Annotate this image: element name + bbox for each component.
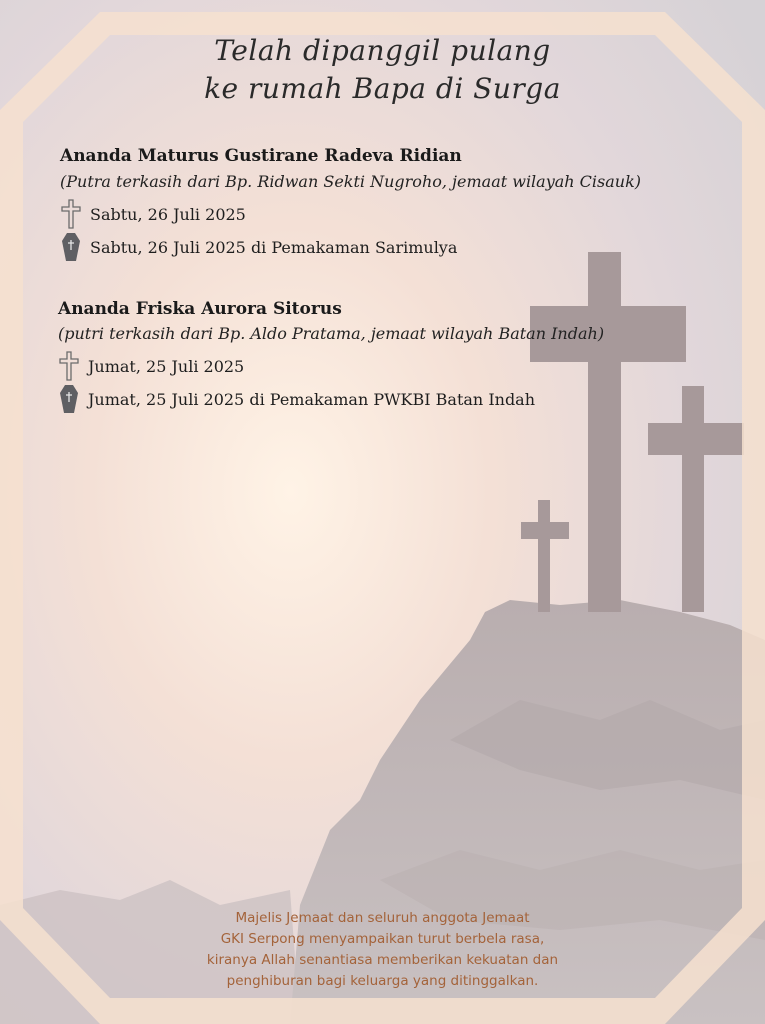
footer-line-1: Majelis Jemaat dan seluruh anggota Jemaat [235, 910, 530, 926]
entry-2-burial-row [58, 384, 535, 414]
footer-line-3: kiranya Allah senantiasa memberikan kekuatan dan [206, 952, 559, 968]
entry-2-burial: Jumat, 25 Juli 2025 di Pemakaman PWKBI Batan Indah [88, 389, 536, 409]
condolence-message [0, 908, 765, 992]
entry-2-relation: (putri terkasih dari Bp. Aldo Pratama, jemaat wilayah Batan Indah) [58, 324, 605, 343]
entry-2-name: Ananda Friska Aurora Sitorus [58, 299, 342, 319]
entry-2-death-row [58, 351, 244, 381]
heading-line-1: Telah dipanggil pulang [214, 34, 551, 67]
entry-1-death-date: Sabtu, 26 Juli 2025 [90, 204, 246, 224]
footer-line-4: penghiburan bagi keluarga yang ditinggalkan. [226, 973, 539, 989]
entry-1-burial-row [60, 232, 457, 262]
entry-2-death-date: Jumat, 25 Juli 2025 [88, 356, 245, 376]
cross-icon [58, 351, 80, 381]
entry-1-relation: (Putra terkasih dari Bp. Ridwan Sekti Nugroho, jemaat wilayah Cisauk) [60, 172, 642, 191]
footer-line-2: GKI Serpong menyampaikan turut berbela rasa, [220, 931, 545, 947]
entry-1-death-row [60, 199, 246, 229]
coffin-icon [58, 384, 80, 414]
entry-1-burial: Sabtu, 26 Juli 2025 di Pemakaman Sarimulya [90, 237, 458, 257]
coffin-icon [60, 232, 82, 262]
entry-1-name: Ananda Maturus Gustirane Radeva Ridian [60, 146, 462, 166]
cross-icon [60, 199, 82, 229]
heading-line-2: ke rumah Bapa di Surga [204, 72, 561, 105]
